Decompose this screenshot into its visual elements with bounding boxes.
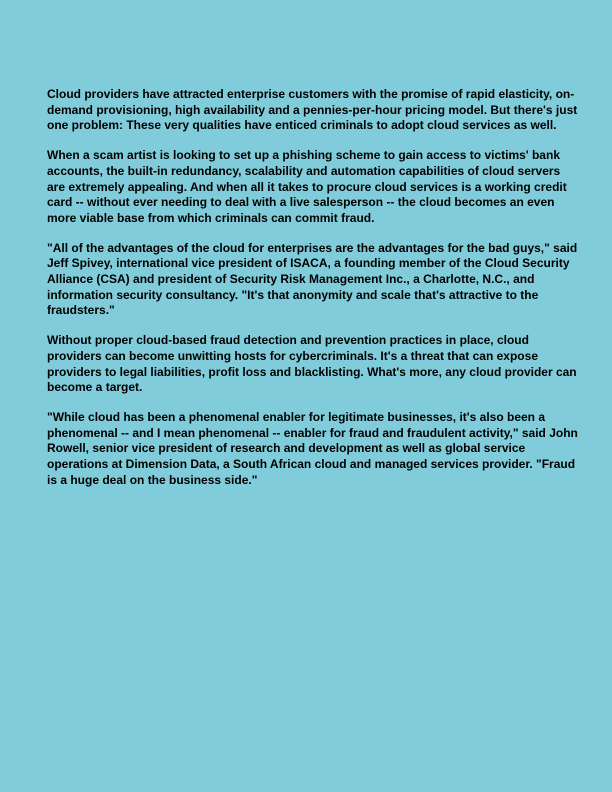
- document-body: [47, 87, 587, 502]
- paragraph-5: "While cloud has been a phenomenal enabler for legitimate businesses, it's also been a phenomenal -- and I mean phenomenal -- enabler for fraud and fraudulent activity," said John Rowell, senior vice president of research and development as well as global service operations at Dimension Data, a South African cloud and managed services provider. "Fraud is a huge deal on the business side.": [47, 409, 578, 487]
- paragraph-3: "All of the advantages of the cloud for enterprises are the advantages for the bad guys," said Jeff Spivey, international vice president of ISACA, a founding member of the Cloud Security Alliance (CSA) and president of Security Risk Management Inc., a Charlotte, N.C., and information security consultancy. "It's that anonymity and scale that's attractive to the fraudsters.": [47, 240, 578, 318]
- paragraph-4: Without proper cloud-based fraud detection and prevention practices in place, cloud providers can become unwitting hosts for cybercriminals. It's a threat that can expose providers to legal liabilities, profit loss and blacklisting. What's more, any cloud provider can become a target.: [47, 333, 577, 395]
- paragraph-2: When a scam artist is looking to set up a phishing scheme to gain access to victims' bank accounts, the built-in redundancy, scalability and automation capabilities of cloud servers are extremely appealing. And when all it takes to procure cloud services is a working credit card -- without ever needing to deal with a live salesperson -- the cloud becomes an even more viable base from which criminals can commit fraud.: [47, 148, 567, 225]
- paragraph-1: Cloud providers have attracted enterprise customers with the promise of rapid elasticity, on- demand provisioning, high availability and a pennies-per-hour pricing model. But there's just one problem: These very qualities have enticed criminals to adopt cloud services as well.: [47, 87, 578, 133]
